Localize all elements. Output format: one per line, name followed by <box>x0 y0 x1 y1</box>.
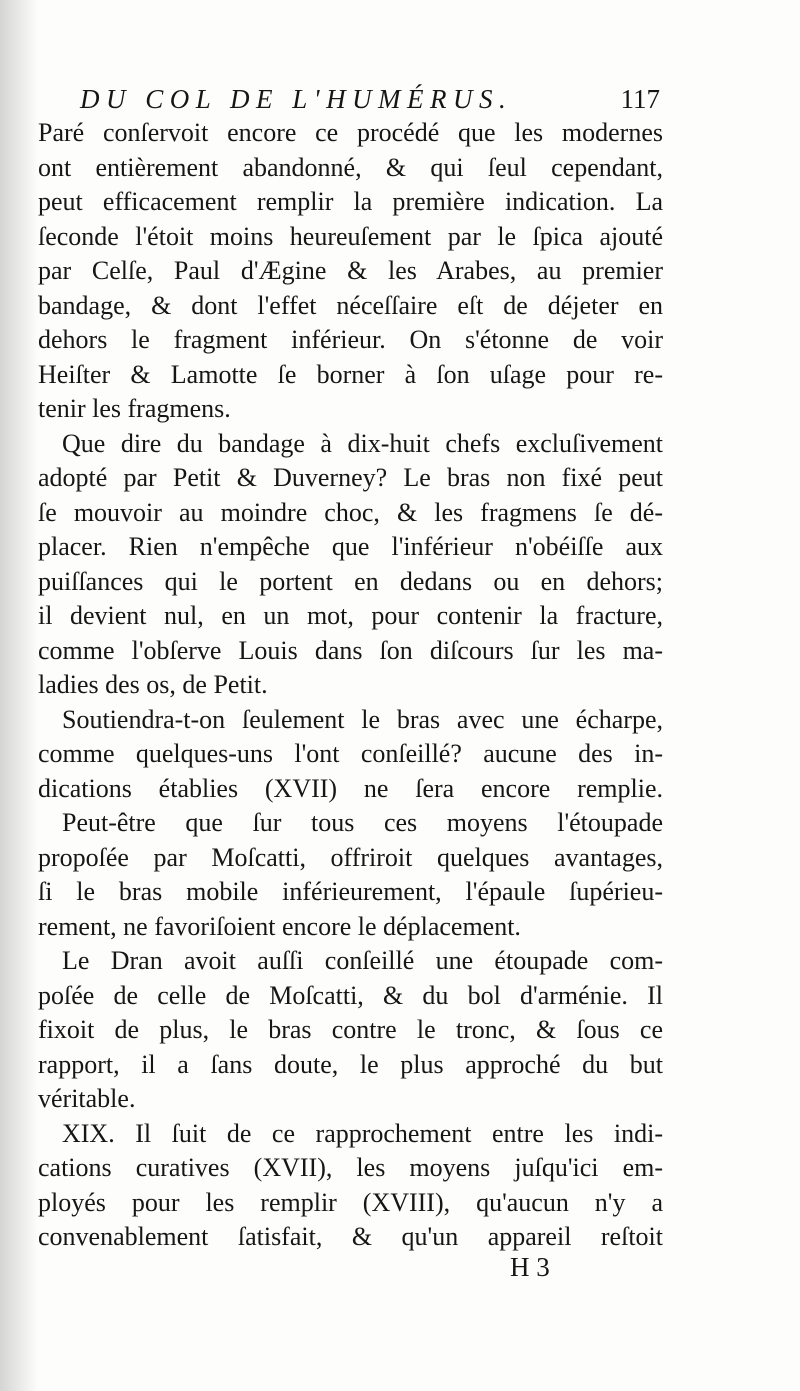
gutter-shadow <box>0 0 38 1391</box>
text-line: comme l'obſerve Louis dans ſon diſcours ſur les ma- <box>38 635 663 665</box>
text-line: convenablement ſatisfait, & qu'un appareil reſtoit <box>38 1222 663 1251</box>
paragraph-start-line: Que dire du bandage à dix-huit chefs excluſivement <box>62 428 663 458</box>
paragraph-start-line: Le Dran avoit auſſi conſeillé une étoupade com- <box>62 946 663 975</box>
text-line: bandage, & dont l'effet néceſſaire eſt de déjeter en <box>38 290 663 320</box>
text-line: puiſſances qui le portent en dedans ou en dehors; <box>38 566 663 596</box>
text-line: ſeconde l'étoit moins heureuſement par le ſpica ajouté <box>38 221 663 251</box>
running-head <box>80 82 660 116</box>
text-line: véritable. <box>38 1084 136 1113</box>
text-line: tenir les fragmens. <box>38 394 231 423</box>
running-title: DU COL DE L'HUMÉRUS. <box>80 84 513 114</box>
text-line: Heiſter & Lamotte ſe borner à ſon uſage pour re- <box>38 359 663 389</box>
text-line: propoſée par Moſcatti, offriroit quelques avantages, <box>38 842 663 872</box>
text-line: rapport, il a ſans doute, le plus approché du but <box>38 1049 663 1079</box>
paragraph-start-line: XIX. Il ſuit de ce rapprochement entre les indi- <box>62 1118 663 1148</box>
text-line: placer. Rien n'empêche que l'inférieur n'obéiſſe aux <box>38 532 663 561</box>
text-line: peut efficacement remplir la première indication. La <box>38 187 663 216</box>
text-line: adopté par Petit & Duverney? Le bras non fixé peut <box>38 463 663 492</box>
text-line: Paré conſervoit encore ce procédé que les modernes <box>38 118 663 147</box>
text-line: il devient nul, en un mot, pour contenir la fracture, <box>38 601 663 630</box>
text-line: comme quelques-uns l'ont conſeillé? aucune des in- <box>38 739 663 768</box>
text-line: ſi le bras mobile inférieurement, l'épaule ſupérieu- <box>38 877 663 906</box>
text-line: ſe mouvoir au moindre choc, & les fragmens ſe dé- <box>38 497 663 527</box>
text-line: ont entièrement abandonné, & qui ſeul cependant, <box>38 152 663 182</box>
page-number: 117 <box>620 84 660 114</box>
body-text <box>38 116 663 1255</box>
text-line: cations curatives (XVII), les moyens juſqu'ici em- <box>38 1153 663 1182</box>
text-line: par Celſe, Paul d'Ægine & les Arabes, au premier <box>38 256 663 285</box>
paragraph-start-line: Peut-être que ſur tous ces moyens l'étoupade <box>62 808 663 837</box>
text-line: fixoit de plus, le bras contre le tronc, & ſous ce <box>38 1015 663 1044</box>
text-line: dehors le fragment inférieur. On s'étonne de voir <box>38 325 663 354</box>
text-line: rement, ne favoriſoient encore le déplacement. <box>38 911 521 941</box>
text-line: dications établies (XVII) ne ſera encore remplie. <box>38 773 663 803</box>
signature-mark: H 3 <box>510 1252 550 1282</box>
text-line: ployés pour les remplir (XVIII), qu'aucun n'y a <box>38 1187 663 1217</box>
text-line: poſée de celle de Moſcatti, & du bol d'arménie. Il <box>38 980 663 1010</box>
paragraph-start-line: Soutiendra-t-on ſeulement le bras avec une écharpe, <box>62 704 663 734</box>
text-line: ladies des os, de Petit. <box>38 670 268 699</box>
